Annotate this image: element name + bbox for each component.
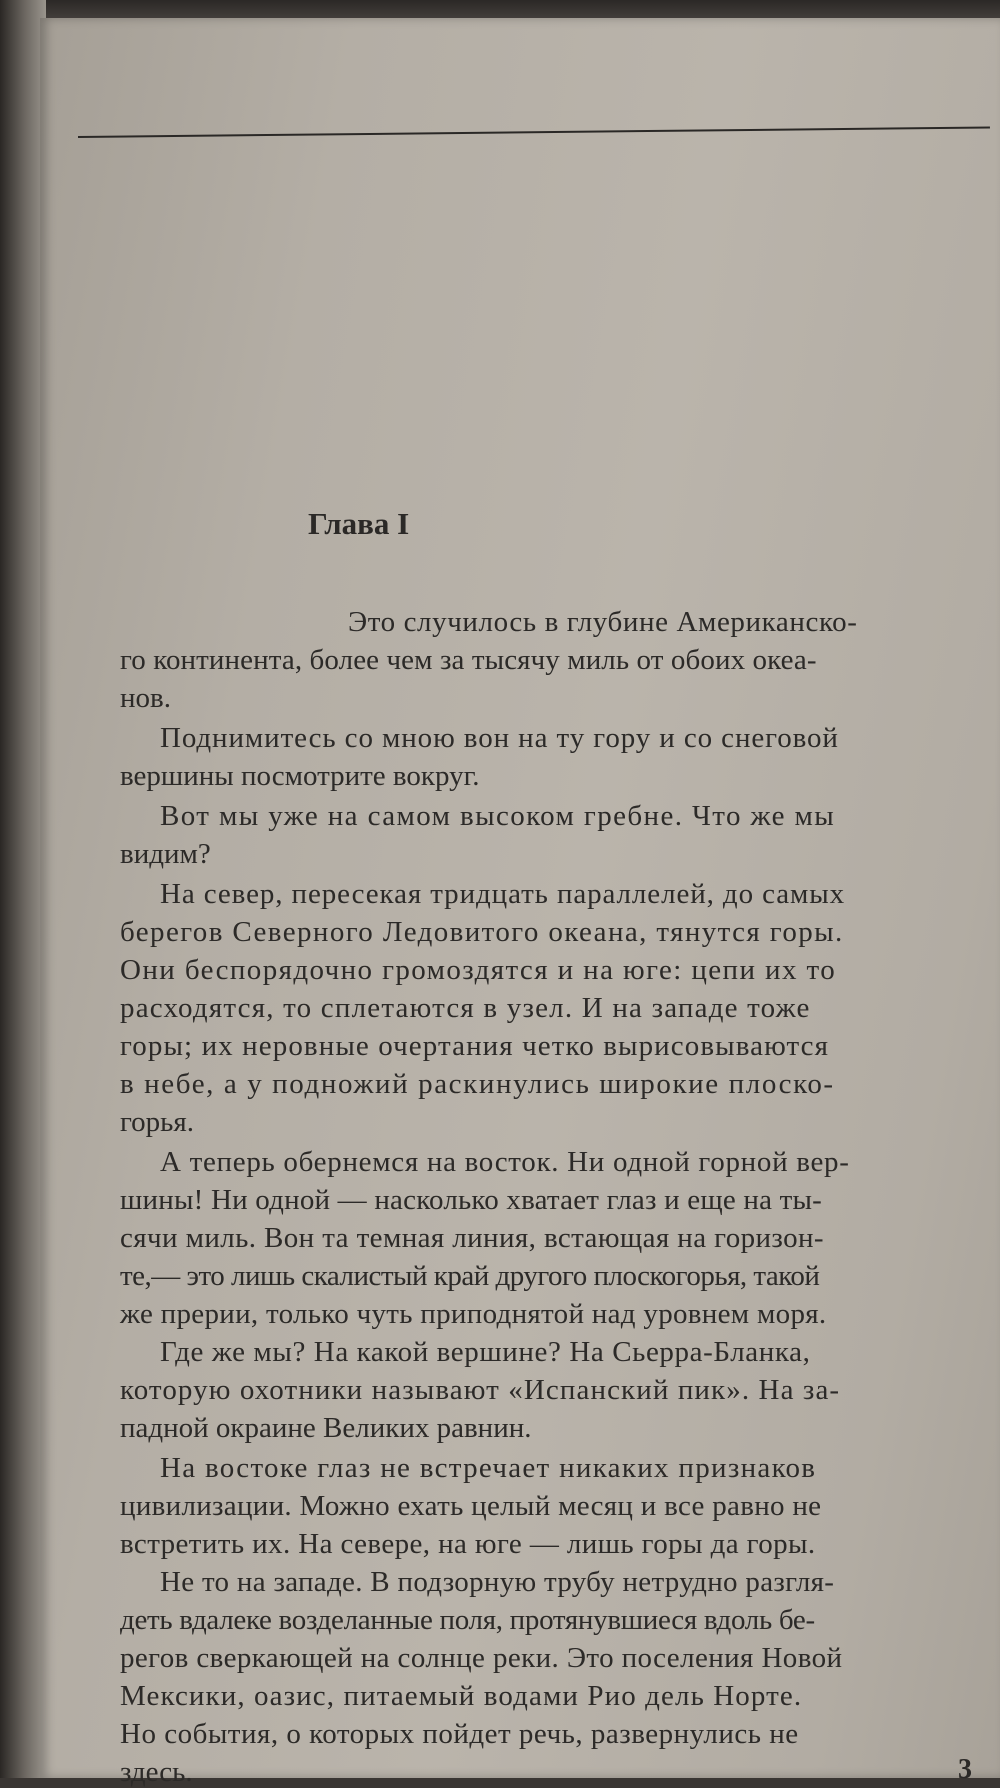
text-line: Они беспорядочно громоздятся и на юге: цепи их то	[120, 954, 837, 986]
text-line: цивилизации. Можно ехать целый месяц и все равно не	[120, 1490, 822, 1522]
text-line: го континента, более чем за тысячу миль от обоих океа-	[120, 644, 817, 676]
text-line: шины! Ни одной — насколько хватает глаз и еще на ты-	[120, 1184, 823, 1216]
text-line: деть вдалеке возделанные поля, протянувшиеся вдоль бе-	[120, 1604, 815, 1636]
text-line: горы; их неровные очертания четко вырисовываются	[120, 1030, 830, 1062]
text-line: нов.	[120, 682, 171, 714]
text-line: встретить их. На севере, на юге — лишь горы да горы.	[120, 1528, 816, 1560]
text-line: Но события, о которых пойдет речь, развернулись не	[120, 1718, 799, 1750]
text-line: Не то на западе. В подзорную трубу нетрудно разгля-	[160, 1566, 835, 1598]
text-line: видим?	[120, 838, 211, 870]
text-line: Это случилось в глубине Американско-	[348, 606, 858, 638]
text-line: вершины посмотрите вокруг.	[120, 760, 480, 792]
text-line: те,— это лишь скалистый край другого плоскогорья, такой	[120, 1260, 820, 1292]
text-line: регов сверкающей на солнце реки. Это поселения Новой	[120, 1642, 843, 1674]
text-line: расходятся, то сплетаются в узел. И на западе тоже	[120, 992, 811, 1024]
text-line: берегов Северного Ледовитого океана, тянутся горы.	[120, 916, 844, 948]
text-line: Поднимитесь со мною вон на ту гору и со снеговой	[160, 722, 839, 754]
text-line: в небе, а у подножий раскинулись широкие плоско-	[120, 1068, 835, 1100]
text-line: На востоке глаз не встречает никаких признаков	[160, 1452, 817, 1484]
text-line: которую охотники называют «Испанский пик». На за-	[120, 1374, 841, 1406]
page-number: 3	[958, 1754, 972, 1785]
text-line: же прерии, только чуть приподнятой над уровнем моря.	[120, 1298, 827, 1330]
header-rule	[78, 126, 990, 138]
text-line: На север, пересекая тридцать параллелей, до самых	[160, 878, 846, 910]
text-line: Мексики, оазис, питаемый водами Рио дель Норте.	[120, 1680, 803, 1712]
text-line: горья.	[120, 1106, 194, 1138]
text-line: сячи миль. Вон та темная линия, встающая на горизон-	[120, 1222, 824, 1254]
chapter-title: Глава I	[308, 506, 410, 541]
text-line: здесь.	[120, 1756, 193, 1788]
text-line: Вот мы уже на самом высоком гребне. Что же мы	[160, 800, 836, 832]
text-line: падной окраине Великих равнин.	[120, 1412, 532, 1444]
text-line: Где же мы? На какой вершине? На Сьерра-Бланка,	[160, 1336, 811, 1368]
book-page	[40, 18, 1000, 1788]
text-line: А теперь обернемся на восток. Ни одной горной вер-	[160, 1146, 850, 1178]
